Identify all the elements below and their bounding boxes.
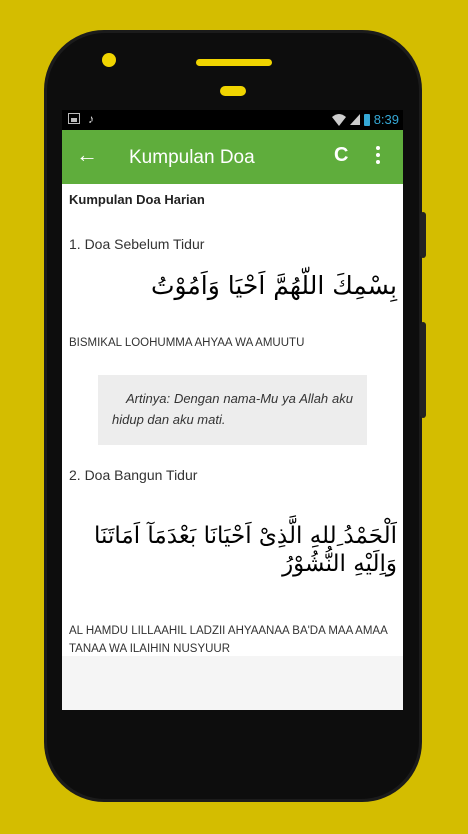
back-arrow-icon[interactable]: ←: [76, 142, 98, 167]
earpiece-speaker: [196, 59, 272, 66]
prayer-title: 2. Doa Bangun Tidur: [69, 467, 198, 483]
meaning-box: Artinya: Dengan nama-Mu ya Allah aku hidup dan aku mati.: [98, 375, 367, 445]
status-bar: [62, 110, 403, 130]
image-icon: [68, 113, 80, 124]
prayer-title: 1. Doa Sebelum Tidur: [69, 236, 205, 252]
wifi-icon: [332, 114, 346, 126]
page-heading: Kumpulan Doa Harian: [69, 192, 205, 207]
refresh-icon[interactable]: C: [334, 144, 349, 166]
front-camera: [102, 53, 116, 67]
app-title: Kumpulan Doa: [129, 147, 255, 168]
latin-transliteration: AL HAMDU LILLAAHIL LADZII AHYAANAA BA'DA MAA AMAA TANAA WA ILAIHIN NUSYUUR: [69, 625, 388, 655]
more-vert-icon[interactable]: [375, 144, 381, 168]
bottom-blank-area: [62, 656, 403, 710]
arabic-text: بِسْمِكَ اللّهُمَّ اَحْيَا وَاَمُوْتُ: [150, 271, 397, 300]
app-bar: [62, 130, 403, 184]
phone-screen: [62, 110, 403, 710]
power-button: [420, 322, 426, 418]
status-time: 8:39: [373, 112, 399, 127]
latin-transliteration: BISMIKAL LOOHUMMA AHYAA WA AMUUTU: [69, 337, 305, 349]
battery-icon: [364, 114, 370, 126]
volume-button: [420, 212, 426, 258]
proximity-sensor: [220, 86, 246, 96]
music-note-icon: ♪: [88, 112, 94, 126]
prayer-list[interactable]: [62, 184, 403, 656]
signal-icon: [350, 114, 360, 125]
arabic-text: اَلْحَمْدُ ِللهِ الَّذِىْ اَحْيَانَا بَعْدَمَآ اَمَاتَنَا وَاِلَيْهِ النُّشُوْرُ: [94, 523, 397, 577]
